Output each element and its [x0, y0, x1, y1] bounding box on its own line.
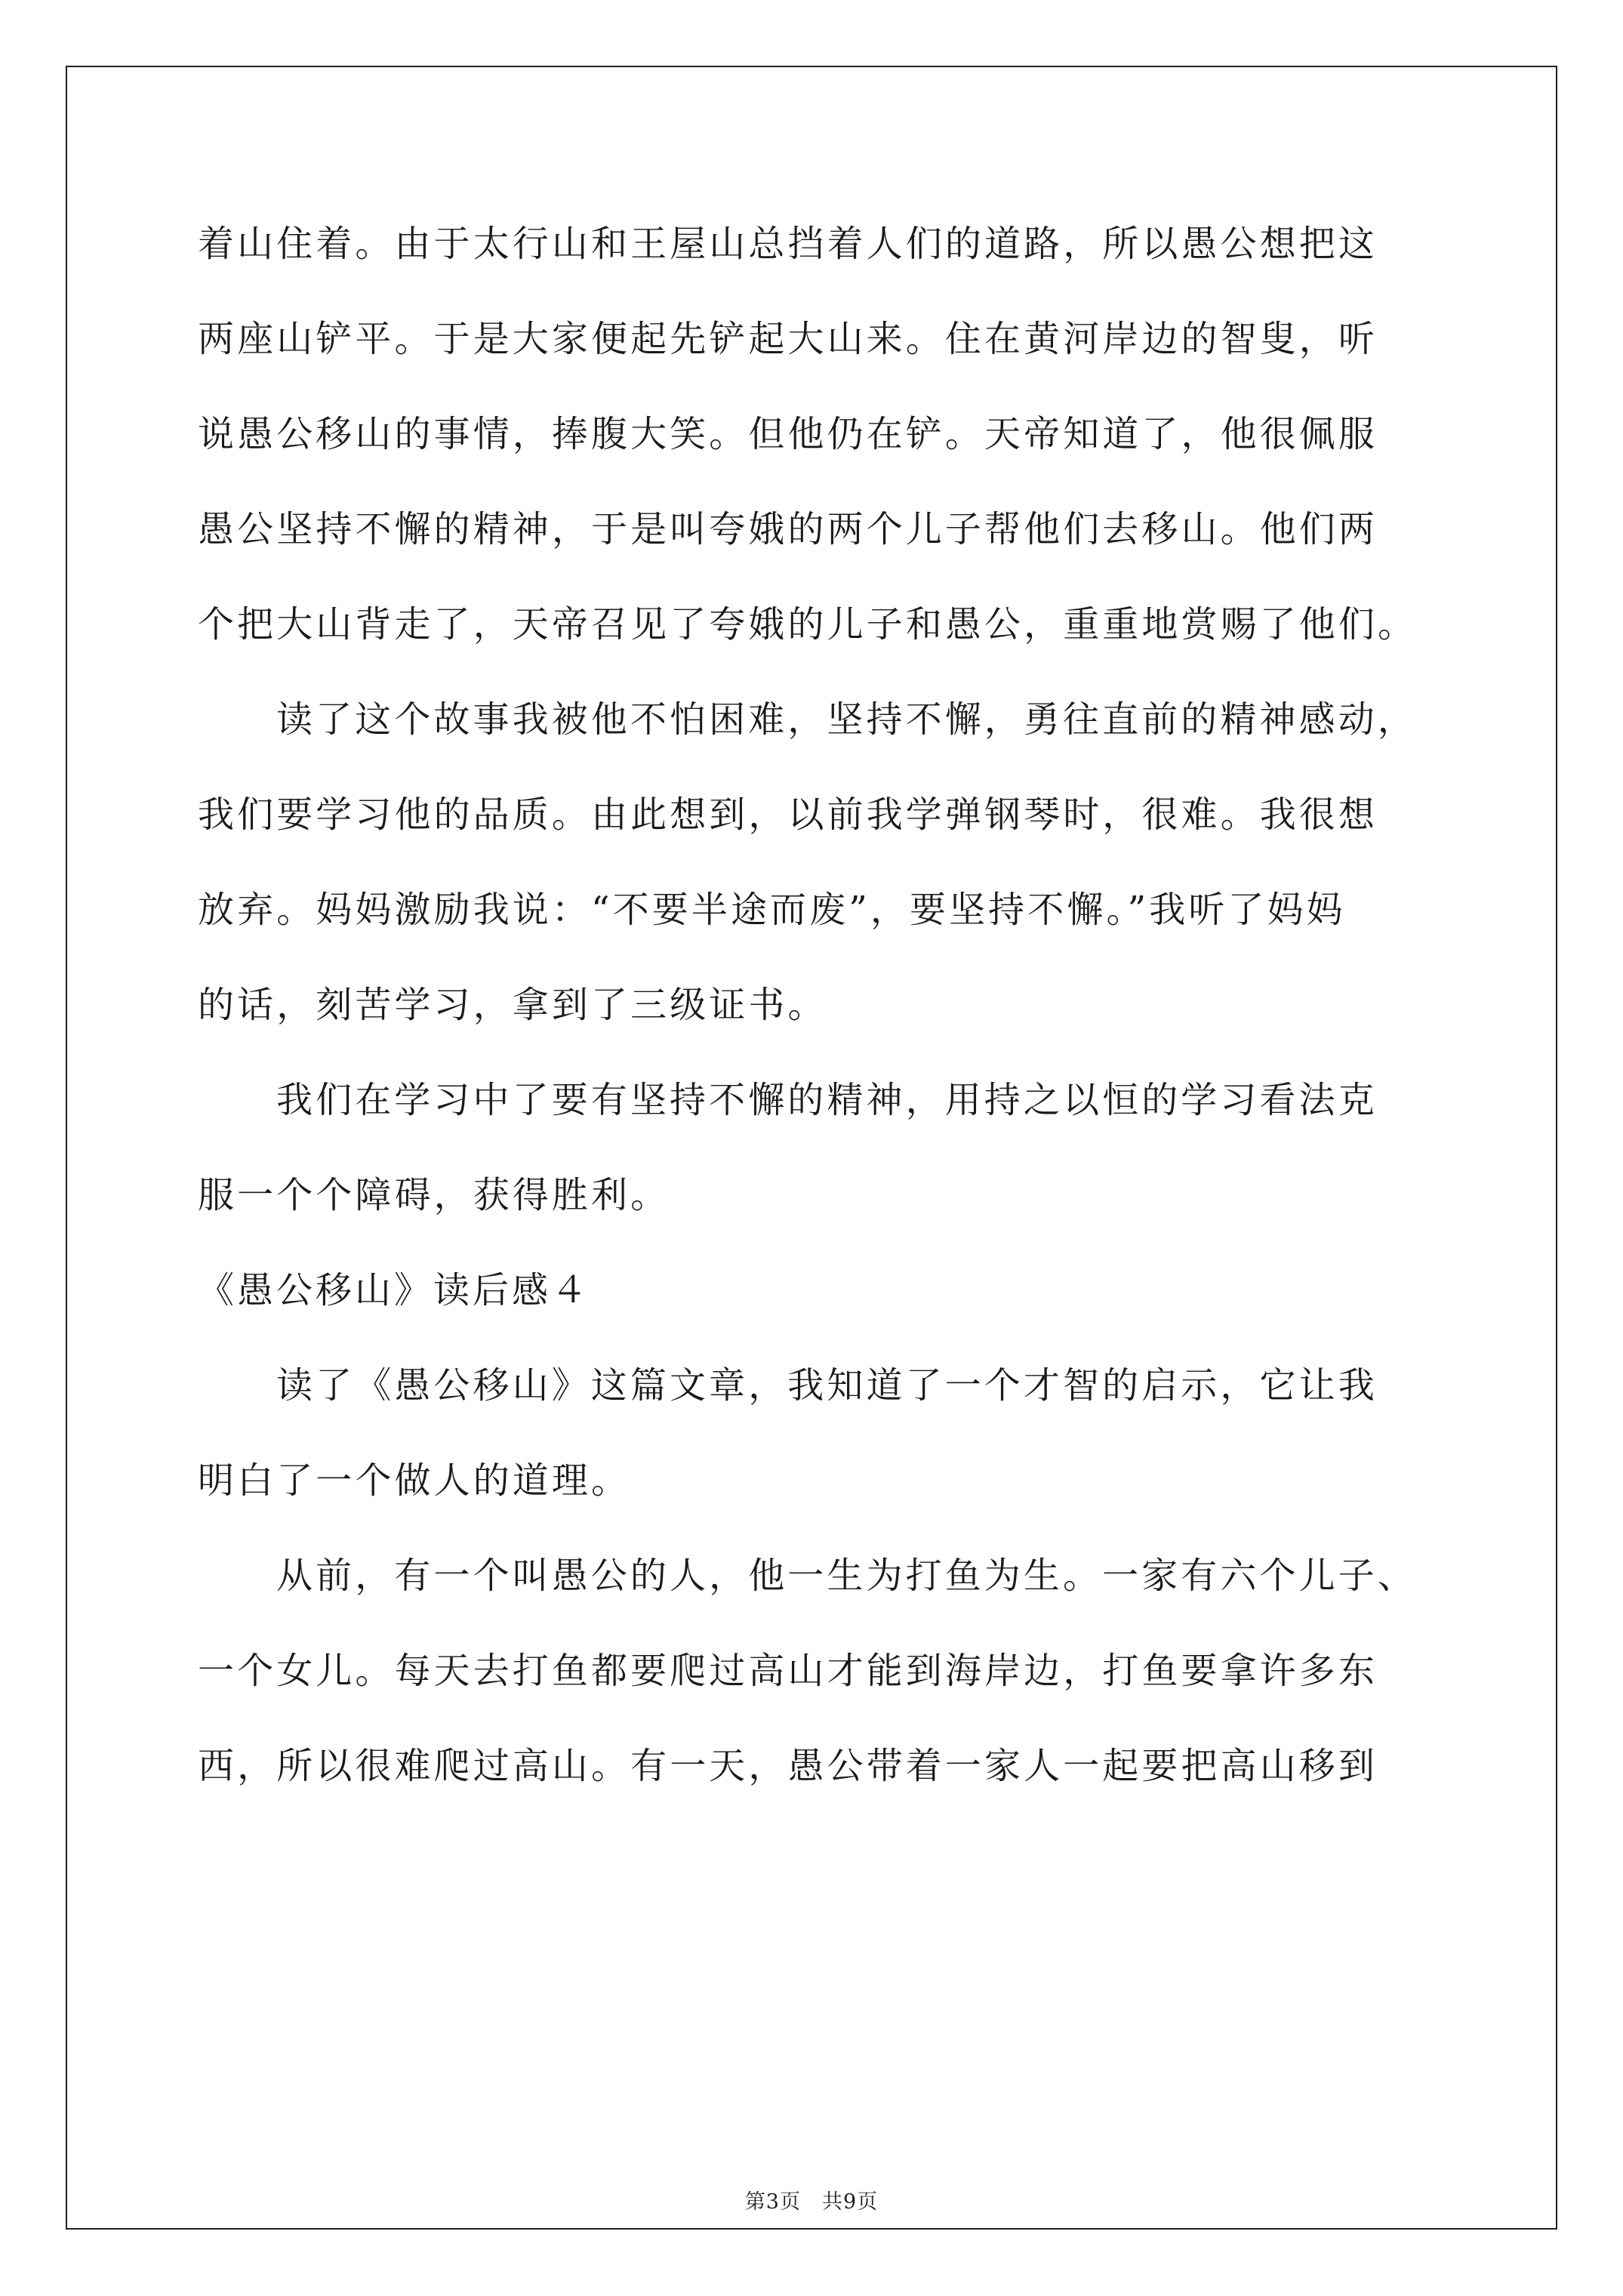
- page-number: 第3页: [744, 2190, 801, 2214]
- text-line: 放弃。妈妈激励我说：“不要半途而废”，要坚持不懈。”我听了妈妈: [198, 889, 1346, 931]
- text-line: 说愚公移山的事情，捧腹大笑。但他仍在铲。天帝知道了，他很佩服: [198, 413, 1378, 455]
- section-heading: 《愚公移山》读后感４: [198, 1269, 591, 1311]
- paragraph-start-line: 读了这个故事我被他不怕困难，坚持不懈，勇往直前的精神感动，: [276, 698, 1417, 741]
- paragraph-start-line: 读了《愚公移山》这篇文章，我知道了一个才智的启示，它让我: [276, 1364, 1378, 1407]
- document-body: [198, 196, 1436, 1814]
- text-line: 我们要学习他的品质。由此想到，以前我学弹钢琴时，很难。我很想: [198, 794, 1378, 836]
- text-line: 西，所以很难爬过高山。有一天，愚公带着一家人一起要把高山移到: [198, 1745, 1378, 1787]
- page-footer: [0, 2185, 1623, 2214]
- text-line: 两座山铲平。于是大家便起先铲起大山来。住在黄河岸边的智叟，听: [198, 318, 1378, 360]
- paragraph-start-line: 从前，有一个叫愚公的人，他一生为打鱼为生。一家有六个儿子、: [276, 1555, 1417, 1597]
- text-line: 服一个个障碍，获得胜利。: [198, 1174, 670, 1216]
- text-line: 着山住着。由于太行山和王屋山总挡着人们的道路，所以愚公想把这: [198, 223, 1378, 265]
- text-line: 的话，刻苦学习，拿到了三级证书。: [198, 984, 827, 1026]
- paragraph-start-line: 我们在学习中了要有坚持不懈的精神，用持之以恒的学习看法克: [276, 1079, 1378, 1121]
- text-line: 愚公坚持不懈的精神，于是叫夸娥的两个儿子帮他们去移山。他们两: [198, 508, 1378, 550]
- text-line: 个把大山背走了，天帝召见了夸娥的儿子和愚公，重重地赏赐了他们。: [198, 603, 1418, 646]
- page-total: 共9页: [822, 2190, 879, 2214]
- text-line: 明白了一个做人的道理。: [198, 1459, 631, 1502]
- text-line: 一个女儿。每天去打鱼都要爬过高山才能到海岸边，打鱼要拿许多东: [198, 1650, 1378, 1692]
